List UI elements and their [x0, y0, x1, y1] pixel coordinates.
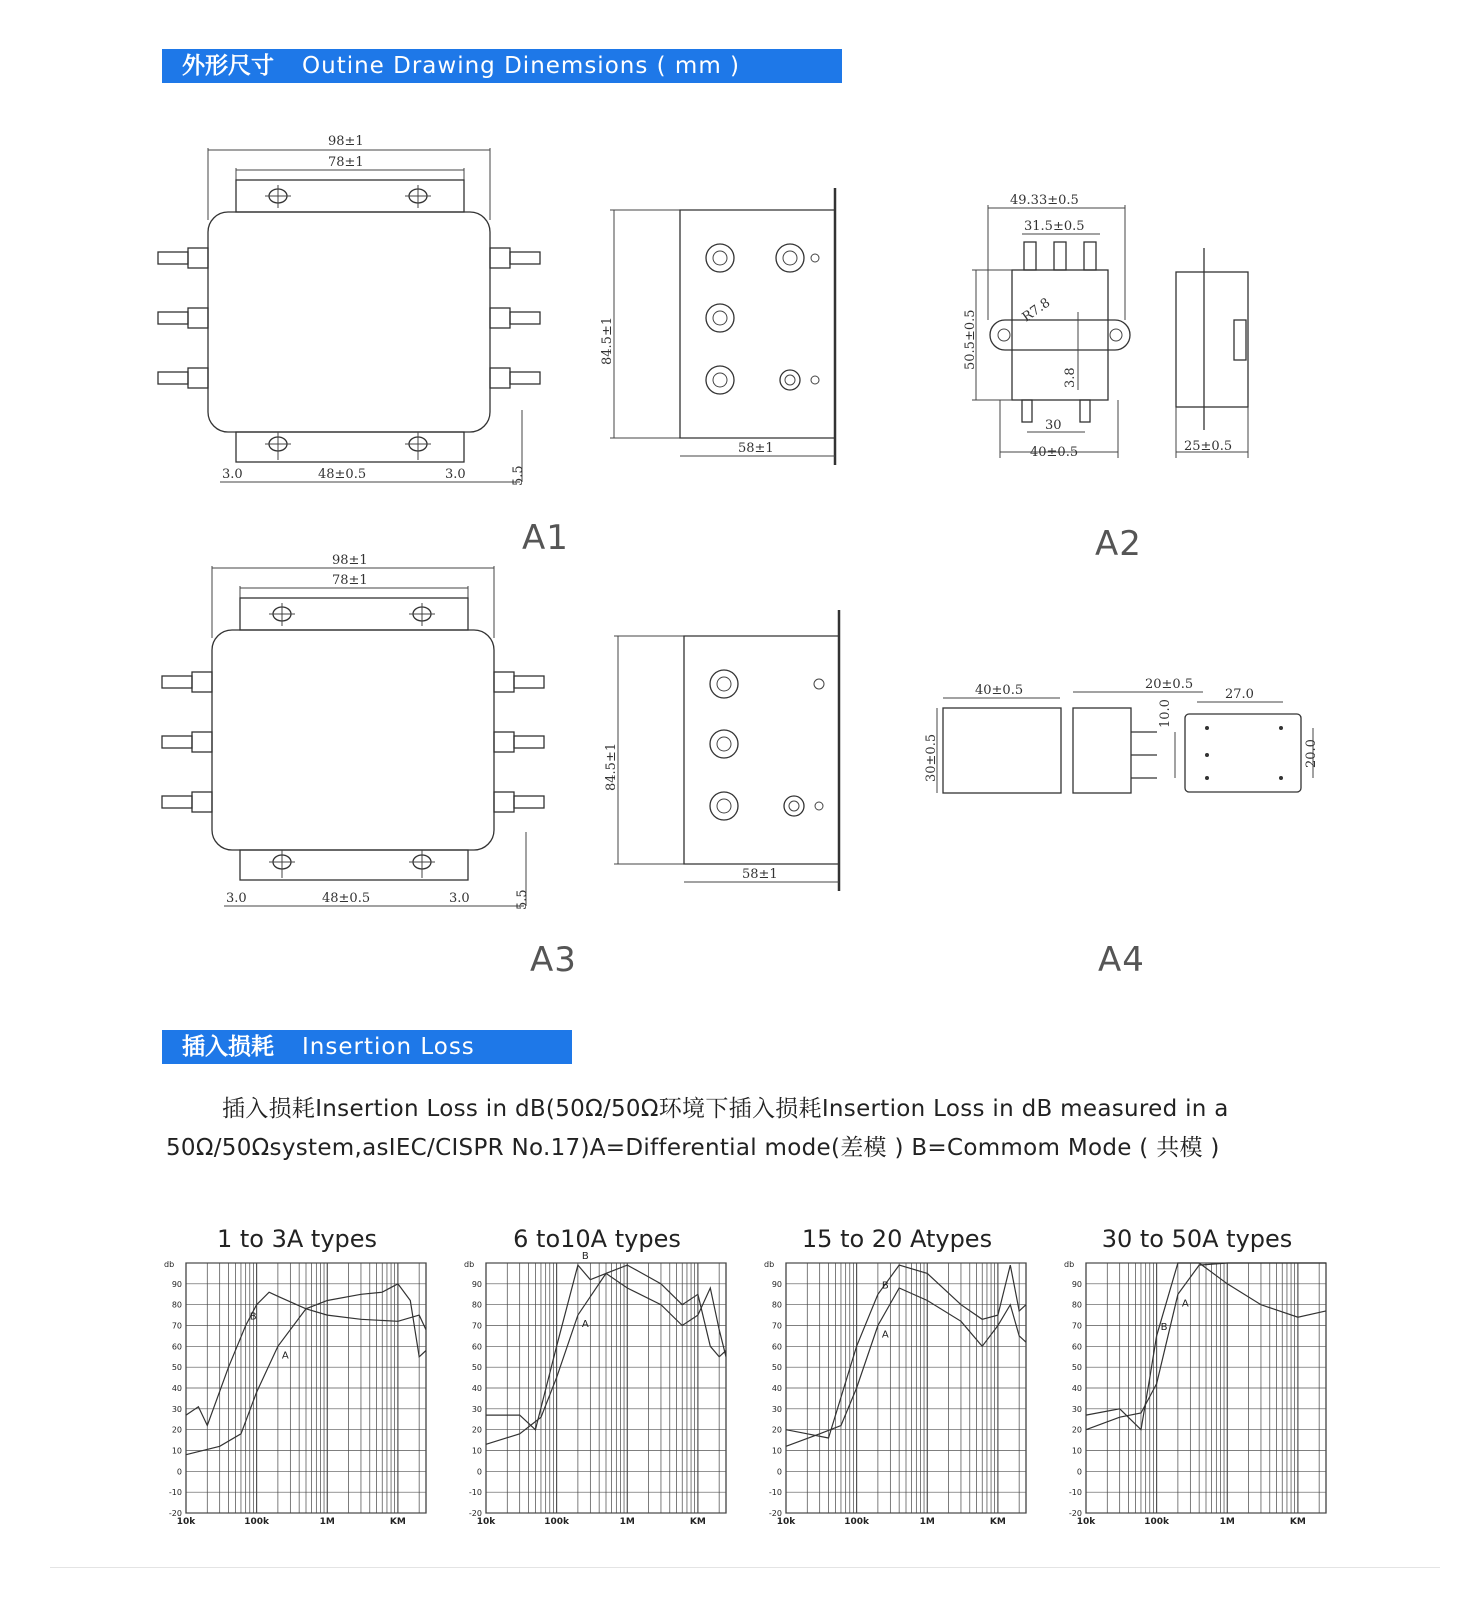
a1-dim-width-inner: 78±1 — [328, 155, 364, 170]
a3-right-terminals — [494, 672, 544, 812]
y-tick-label: 50 — [171, 1363, 182, 1373]
series-label-B: B — [581, 1251, 589, 1263]
y-tick-label: 30 — [471, 1404, 482, 1414]
y-tick-label: -10 — [768, 1488, 782, 1498]
a1-mount-holes — [265, 185, 431, 460]
y-tick-label: 40 — [471, 1384, 482, 1393]
y-tick-label: 60 — [171, 1342, 182, 1352]
y-tick-label: 20 — [471, 1425, 482, 1435]
x-tick-label: 10k — [476, 1517, 496, 1527]
y-tick-label: 50 — [771, 1363, 782, 1373]
x-tick-label: KM — [689, 1517, 706, 1527]
drawing-a2-side — [1170, 240, 1260, 470]
a2-dim-radius: R7.8 — [1019, 295, 1054, 326]
chart-title-2: 6 to10A types — [513, 1225, 681, 1253]
x-tick-label: 10k — [1076, 1517, 1096, 1527]
chart-title-1: 1 to 3A types — [216, 1225, 378, 1253]
a2-dim-depth: 25±0.5 — [1184, 439, 1233, 454]
figure-label-a1: A1 — [522, 518, 569, 558]
insertion-loss-title-cn: 插入损耗 — [182, 1034, 274, 1060]
chart-title-4: 30 to 50A types — [1101, 1225, 1293, 1253]
x-tick-label: KM — [989, 1517, 1006, 1527]
y-tick-label: 40 — [1071, 1384, 1082, 1393]
series-label-A: A — [281, 1350, 289, 1362]
y-tick-label: -20 — [168, 1509, 182, 1518]
dimensions-title-en: Outine Drawing Dinemsions ( mm ) — [302, 53, 741, 79]
chart-title-3: 15 to 20 Atypes — [801, 1225, 993, 1253]
drawing-a1-front — [150, 130, 550, 500]
y-tick-label: 30 — [171, 1404, 182, 1414]
y-tick-label: 10 — [471, 1446, 482, 1456]
y-tick-label: 40 — [771, 1384, 782, 1393]
x-tick-label: 10k — [176, 1517, 196, 1527]
series-label-A: A — [1181, 1298, 1189, 1310]
a4-dim-height: 30±0.5 — [924, 733, 939, 782]
y-tick-label: -10 — [468, 1488, 482, 1498]
y-tick-label: 0 — [476, 1467, 482, 1477]
a3-dim-flange: 5.5 — [515, 889, 530, 910]
drawing-a1-side — [600, 180, 850, 470]
figure-label-a3: A3 — [530, 940, 577, 980]
figure-label-a2: A2 — [1095, 524, 1142, 564]
a2-dim-hole: 3.8 — [1063, 367, 1078, 388]
a3-dim-width-outer: 98±1 — [332, 553, 368, 568]
a1-dim-left-gap: 3.0 — [222, 467, 243, 482]
x-tick-label: 100k — [544, 1517, 570, 1527]
y-tick-label: 80 — [1071, 1300, 1082, 1310]
series-label-B: B — [249, 1311, 257, 1323]
a3-dim-depth: 58±1 — [742, 867, 778, 882]
x-tick-label: 1M — [919, 1517, 935, 1527]
y-tick-label: 90 — [1071, 1279, 1082, 1289]
y-tick-label: -20 — [768, 1509, 782, 1518]
a1-dim-depth: 58±1 — [738, 441, 774, 456]
x-tick-label: 100k — [844, 1517, 870, 1527]
a3-dim-height: 84.5±1 — [604, 742, 619, 791]
y-axis-unit: db — [764, 1260, 775, 1269]
y-tick-label: 60 — [471, 1342, 482, 1352]
dimensions-section-banner — [162, 49, 842, 83]
a3-dim-width-inner: 78±1 — [332, 573, 368, 588]
x-tick-label: KM — [389, 1517, 406, 1527]
a3-mount-holes — [269, 603, 435, 878]
dimensions-title-cn: 外形尺寸 — [182, 53, 274, 79]
a3-side-terminals — [710, 670, 824, 820]
y-tick-label: -10 — [168, 1488, 182, 1498]
a3-dim-right-gap: 3.0 — [449, 891, 470, 906]
a1-dim-width-outer: 98±1 — [328, 134, 364, 149]
y-tick-label: 10 — [1071, 1446, 1082, 1456]
y-tick-label: 20 — [1071, 1425, 1082, 1435]
bottom-divider — [50, 1567, 1440, 1568]
drawing-a3-side — [604, 606, 854, 896]
a1-left-terminals — [158, 248, 208, 388]
insertion-loss-description: 插入损耗Insertion Loss in dB(50Ω/50Ω环境下插入损耗Insertion Loss in dB measured in a 50Ω/50Ωsystem,asIEC/CISPR No.17)A=Differential mode(差模 ) B=Commom Mode ( 共模 ) — [166, 1096, 1229, 1161]
a4-pins — [1131, 732, 1157, 778]
series-label-A: A — [881, 1329, 889, 1341]
insertion-loss-chart-2 — [460, 1251, 740, 1545]
insertion-loss-section-banner — [162, 1030, 572, 1064]
a1-dim-hole-spacing: 48±0.5 — [318, 467, 367, 482]
insertion-loss-title-en: Insertion Loss — [302, 1034, 475, 1060]
a4-dim-depth: 20±0.5 — [1145, 677, 1194, 692]
y-tick-label: 60 — [1071, 1342, 1082, 1352]
a2-dim-pin-pitch: 31.5±0.5 — [1024, 219, 1085, 234]
a1-dim-flange: 5.5 — [511, 465, 526, 486]
x-tick-label: 1M — [619, 1517, 635, 1527]
a3-dim-left-gap: 3.0 — [226, 891, 247, 906]
drawing-a2-front — [960, 190, 1160, 470]
a2-top-pins — [1024, 242, 1096, 270]
y-tick-label: 30 — [1071, 1404, 1082, 1414]
y-tick-label: 0 — [176, 1467, 182, 1477]
a2-dim-pin-bottom: 30 — [1045, 418, 1062, 433]
y-tick-label: 90 — [771, 1279, 782, 1289]
y-tick-label: 10 — [771, 1446, 782, 1456]
y-tick-label: 70 — [471, 1321, 482, 1331]
y-axis-unit: db — [164, 1260, 175, 1269]
x-tick-label: 1M — [1219, 1517, 1235, 1527]
y-tick-label: 0 — [776, 1467, 782, 1477]
y-tick-label: 80 — [171, 1300, 182, 1310]
y-tick-label: 50 — [471, 1363, 482, 1373]
y-tick-label: 70 — [171, 1321, 182, 1331]
a3-dim-hole-spacing: 48±0.5 — [322, 891, 371, 906]
y-tick-label: 20 — [171, 1425, 182, 1435]
insertion-loss-chart-3 — [760, 1255, 1040, 1545]
a4-dim-width: 40±0.5 — [975, 683, 1024, 698]
series-label-B: B — [881, 1280, 889, 1292]
insertion-loss-chart-4 — [1060, 1255, 1340, 1545]
series-label-B: B — [1160, 1321, 1168, 1333]
y-tick-label: 20 — [771, 1425, 782, 1435]
a2-dim-width-outer: 49.33±0.5 — [1010, 193, 1079, 208]
y-tick-label: 50 — [1071, 1363, 1082, 1373]
x-tick-label: 100k — [1144, 1517, 1170, 1527]
a2-dim-height: 50.5±0.5 — [963, 309, 978, 370]
x-tick-label: KM — [1289, 1517, 1306, 1527]
a1-dim-height: 84.5±1 — [600, 316, 615, 365]
y-tick-label: -20 — [1068, 1509, 1082, 1518]
y-tick-label: 90 — [471, 1279, 482, 1289]
x-tick-label: 10k — [776, 1517, 796, 1527]
figure-label-a4: A4 — [1098, 940, 1145, 980]
y-tick-label: 10 — [171, 1446, 182, 1456]
y-tick-label: 0 — [1076, 1467, 1082, 1477]
y-axis-unit: db — [1064, 1260, 1075, 1269]
y-tick-label: 90 — [171, 1279, 182, 1289]
a1-side-terminals — [706, 244, 819, 394]
y-tick-label: -20 — [468, 1509, 482, 1518]
drawing-a4 — [924, 670, 1355, 805]
a4-pin-dots — [1205, 726, 1283, 780]
y-tick-label: 80 — [771, 1300, 782, 1310]
y-tick-label: -10 — [1068, 1488, 1082, 1498]
y-tick-label: 70 — [1071, 1321, 1082, 1331]
a2-dim-body-width: 40±0.5 — [1030, 445, 1079, 460]
x-tick-label: 100k — [244, 1517, 270, 1527]
a3-left-terminals — [162, 672, 212, 812]
insertion-loss-chart-1 — [160, 1255, 440, 1545]
x-tick-label: 1M — [319, 1517, 335, 1527]
a4-dim-pin-len: 10.0 — [1158, 699, 1173, 728]
a1-dim-right-gap: 3.0 — [445, 467, 466, 482]
y-tick-label: 40 — [171, 1384, 182, 1393]
series-label-A: A — [581, 1319, 589, 1331]
y-tick-label: 70 — [771, 1321, 782, 1331]
a1-right-terminals — [490, 248, 540, 388]
a4-dim-pin-pitch: 27.0 — [1225, 687, 1254, 702]
drawing-a3-front — [154, 553, 554, 930]
y-axis-unit: db — [464, 1260, 475, 1269]
y-tick-label: 30 — [771, 1404, 782, 1414]
a4-dim-pin-gap: 20.0 — [1304, 739, 1319, 768]
y-tick-label: 80 — [471, 1300, 482, 1310]
y-tick-label: 60 — [771, 1342, 782, 1352]
